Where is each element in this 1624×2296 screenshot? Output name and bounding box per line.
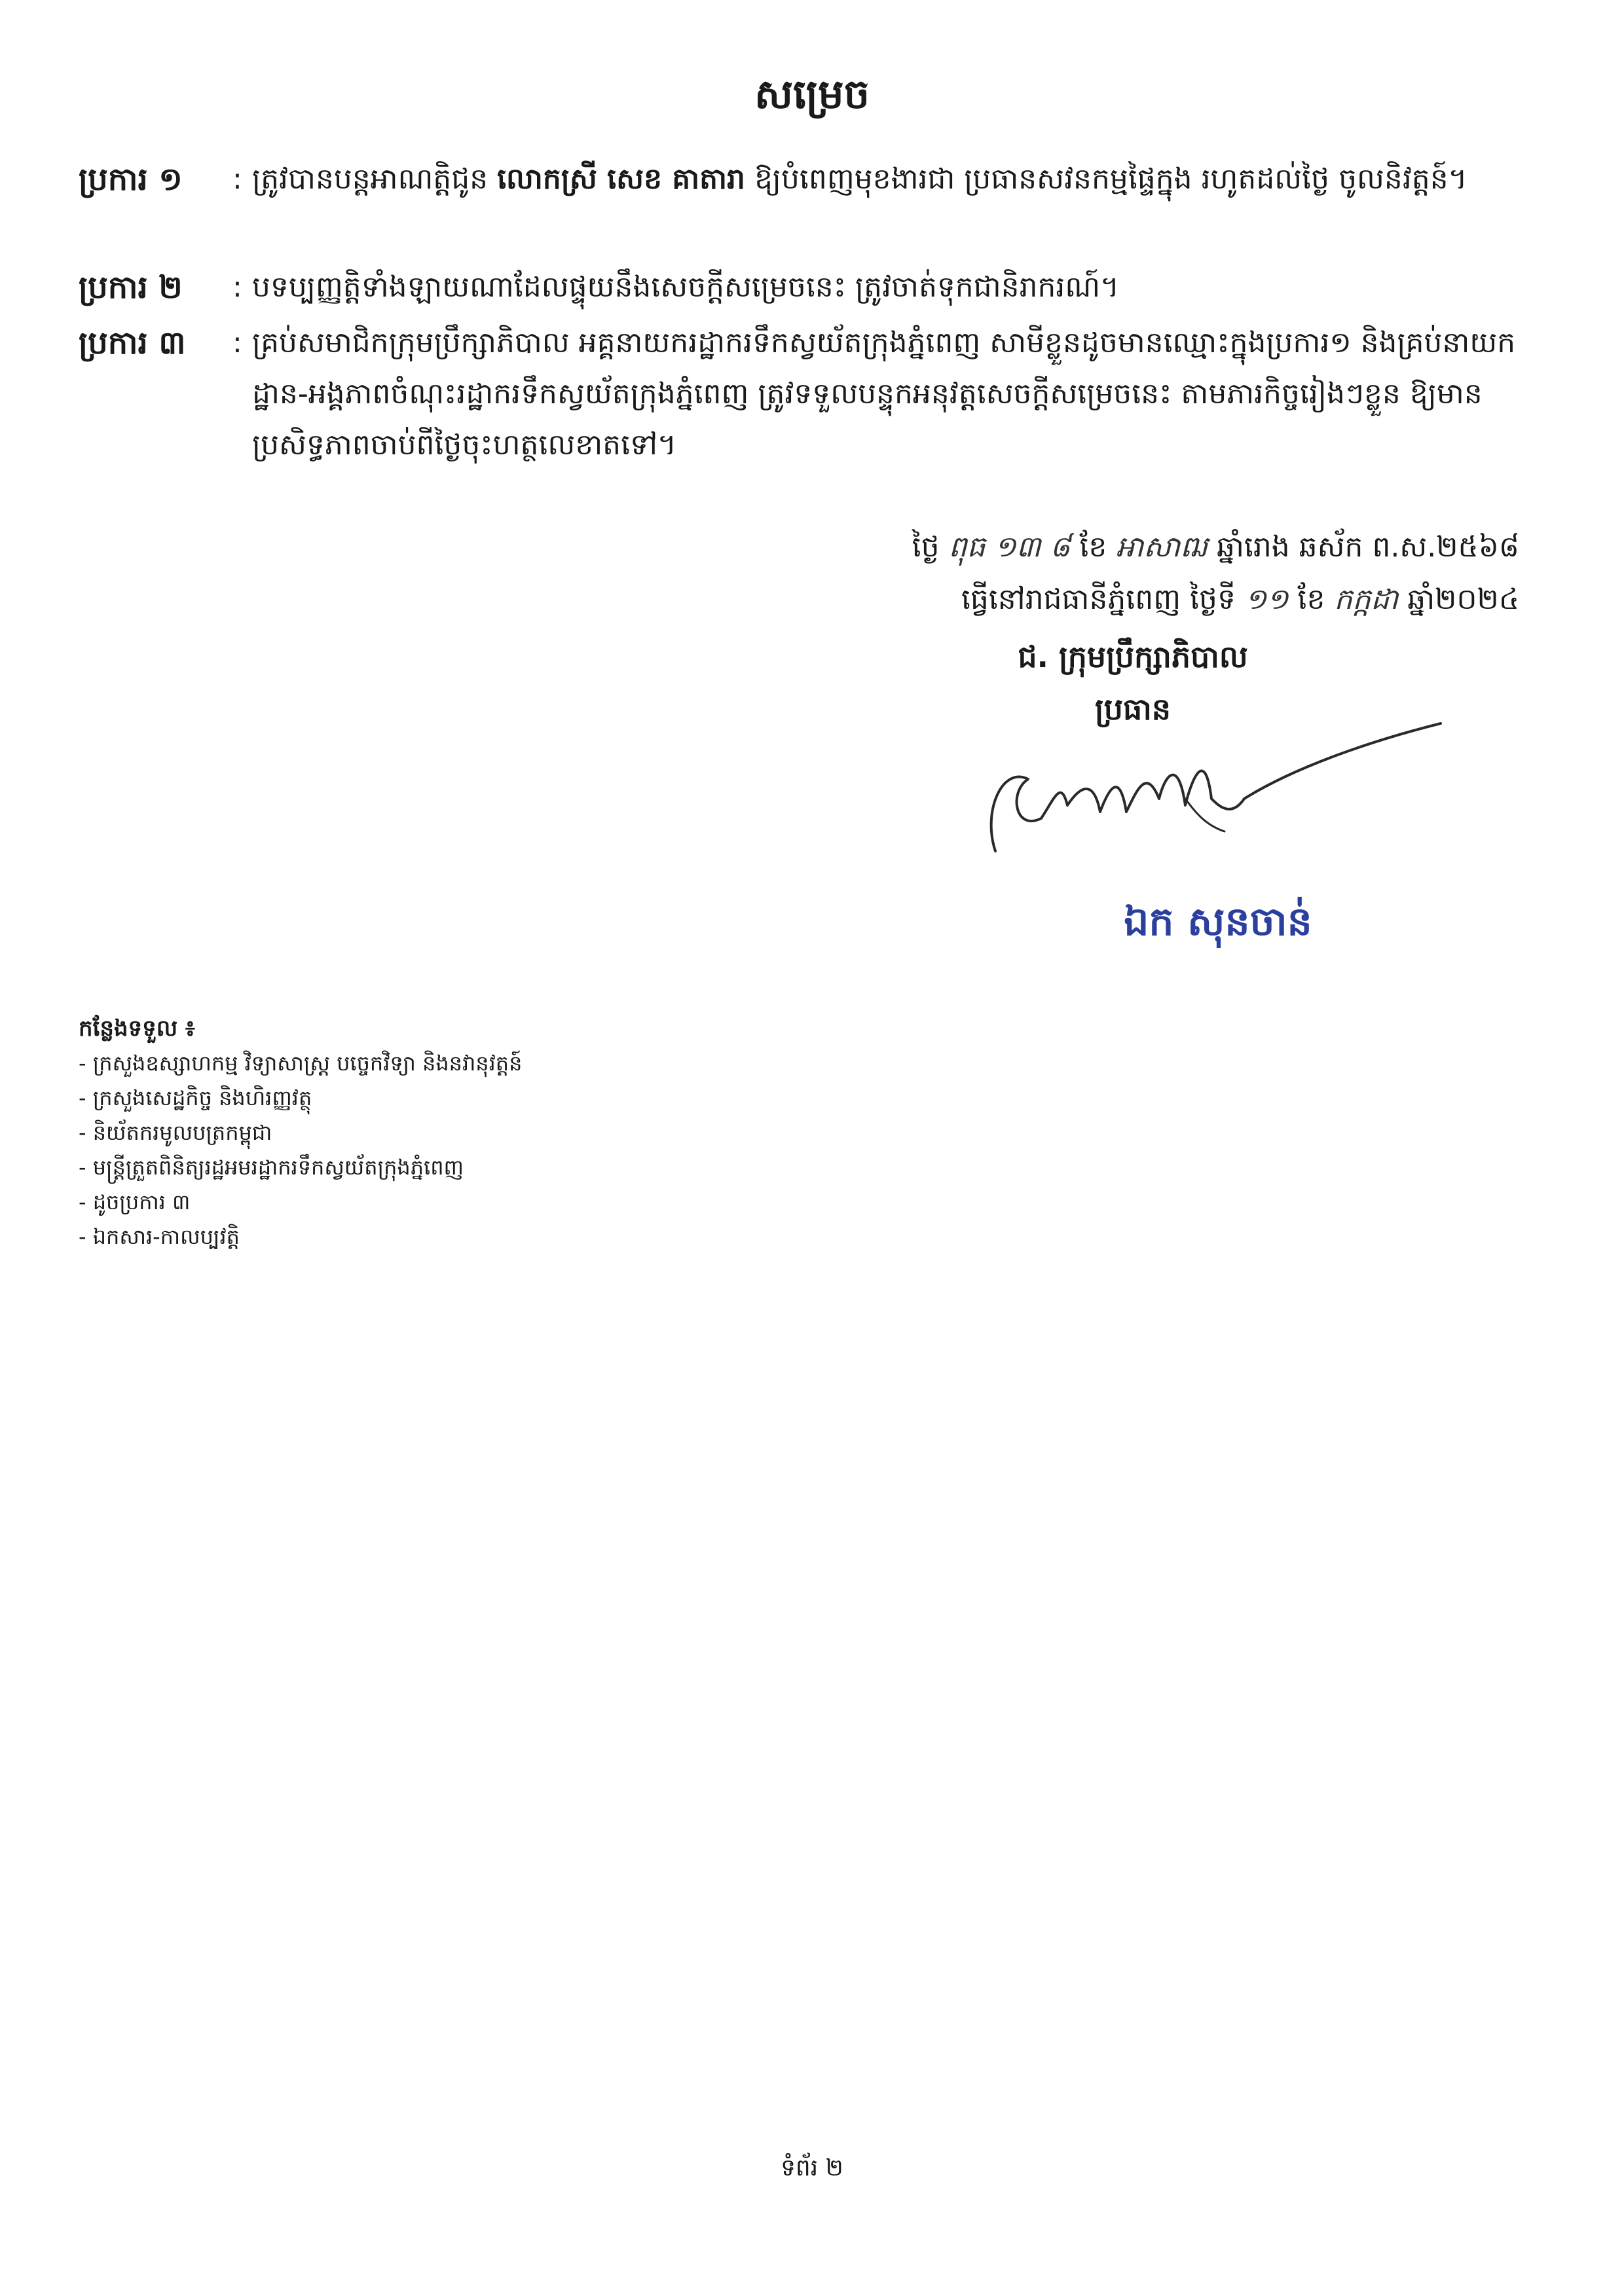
page-number: ទំព័រ ២ (781, 2155, 843, 2181)
handwritten-month: អាសាឍ (1116, 530, 1208, 564)
month-label: ខែ (1079, 530, 1107, 564)
signer-name: ឯក សុនចាន់ (1124, 899, 1312, 945)
month-label: ខែ (1297, 583, 1325, 616)
date-suffix: ឆ្នាំរោង ឆស័ក ព.ស.២៥៦៨ (1217, 530, 1519, 564)
article-text-part: ត្រូវបានបន្តអាណត្តិជូន (252, 162, 498, 196)
article-1 (79, 154, 1545, 259)
article-colon: : (232, 270, 242, 304)
article-colon: : (232, 162, 242, 196)
decision-title: សម្រេច (754, 70, 870, 118)
solar-date (688, 576, 1519, 623)
recipients-heading: កន្លែងទទួល ៖ (79, 1015, 195, 1042)
date-prefix: ធ្វើនៅរាជធានីភ្នំពេញ ថ្ងៃទី (961, 583, 1236, 616)
handwritten-signature (969, 720, 1454, 877)
article-colon: : (232, 326, 242, 359)
appointee-name: លោកស្រី សេខ គាតារា (497, 162, 745, 196)
article-label: ប្រការ ១ (79, 161, 183, 198)
article-text (252, 154, 1545, 205)
list-item: - ក្រសួងឧស្សាហកម្ម វិទ្យាសាស្ត្រ បច្ចេកវិទ្យា និងនវានុវត្តន៍ (79, 1046, 864, 1081)
article-2 (79, 262, 1545, 314)
lunar-date (688, 524, 1519, 571)
recipients-list (79, 1011, 864, 1254)
list-item: - ឯកសារ-កាលប្បវត្តិ (79, 1220, 864, 1254)
handwritten-month: កក្កដា (1334, 583, 1399, 616)
article-text-part: ឱ្យបំពេញមុខងារជា ប្រធានសវនកម្មផ្ទៃក្នុង រហូតដល់ថ្ងៃ ចូលនិវត្តន៍។ (745, 162, 1467, 196)
list-item: - និយ័តករមូលបត្រកម្ពុជា (79, 1116, 864, 1150)
date-prefix: ថ្ងៃ (912, 530, 940, 564)
signing-role: ប្រធាន (1095, 691, 1171, 727)
list-item: - ដូចប្រការ ៣ (79, 1185, 864, 1220)
list-item: - មន្ត្រីត្រួតពិនិត្យរដ្ឋអមរដ្ឋាករទឹកស្វយ័តក្រុងភ្នំពេញ (79, 1150, 864, 1185)
article-text: គ្រប់សមាជិកក្រុមប្រឹក្សាភិបាល អគ្គនាយករដ្ឋាករទឹកស្វយ័តក្រុងភ្នំពេញ សាមីខ្លួនដូចមានឈ្មោះក្នុងប្រការ១ និងគ្រប់នាយកដ្ឋាន-អង្គភាពចំណុះរដ្ឋាករទឹកស្វយ័តក្រុងភ្នំពេញ ត្រូវទទួលបន្ទុកអនុវត្តសេចក្តីសម្រេចនេះ តាមភារកិច្ចរៀងៗខ្លួន ឱ្យមានប្រសិទ្ធភាពចាប់ពីថ្ងៃចុះហត្ថលេខាតទៅ។ (252, 326, 1516, 462)
handwritten-day: ពុធ ១៣ ៨ (948, 530, 1071, 564)
article-3 (79, 318, 1545, 475)
list-item: - ក្រសួងសេដ្ឋកិច្ច និងហិរញ្ញវត្ថុ (79, 1081, 864, 1116)
article-label: ប្រការ ៣ (79, 325, 186, 361)
date-suffix: ឆ្នាំ២០២៤ (1407, 583, 1519, 616)
article-text: បទប្បញ្ញត្តិទាំងឡាយណាដែលផ្ទុយនឹងសេចក្តីសម្រេចនេះ ត្រូវចាត់ទុកជានិរាករណ៍។ (252, 270, 1120, 304)
signing-organization: ជ. ក្រុមប្រឹក្សាភិបាល (1018, 639, 1248, 674)
handwritten-day: ១១ (1244, 583, 1289, 616)
article-label: ប្រការ ២ (79, 269, 183, 306)
